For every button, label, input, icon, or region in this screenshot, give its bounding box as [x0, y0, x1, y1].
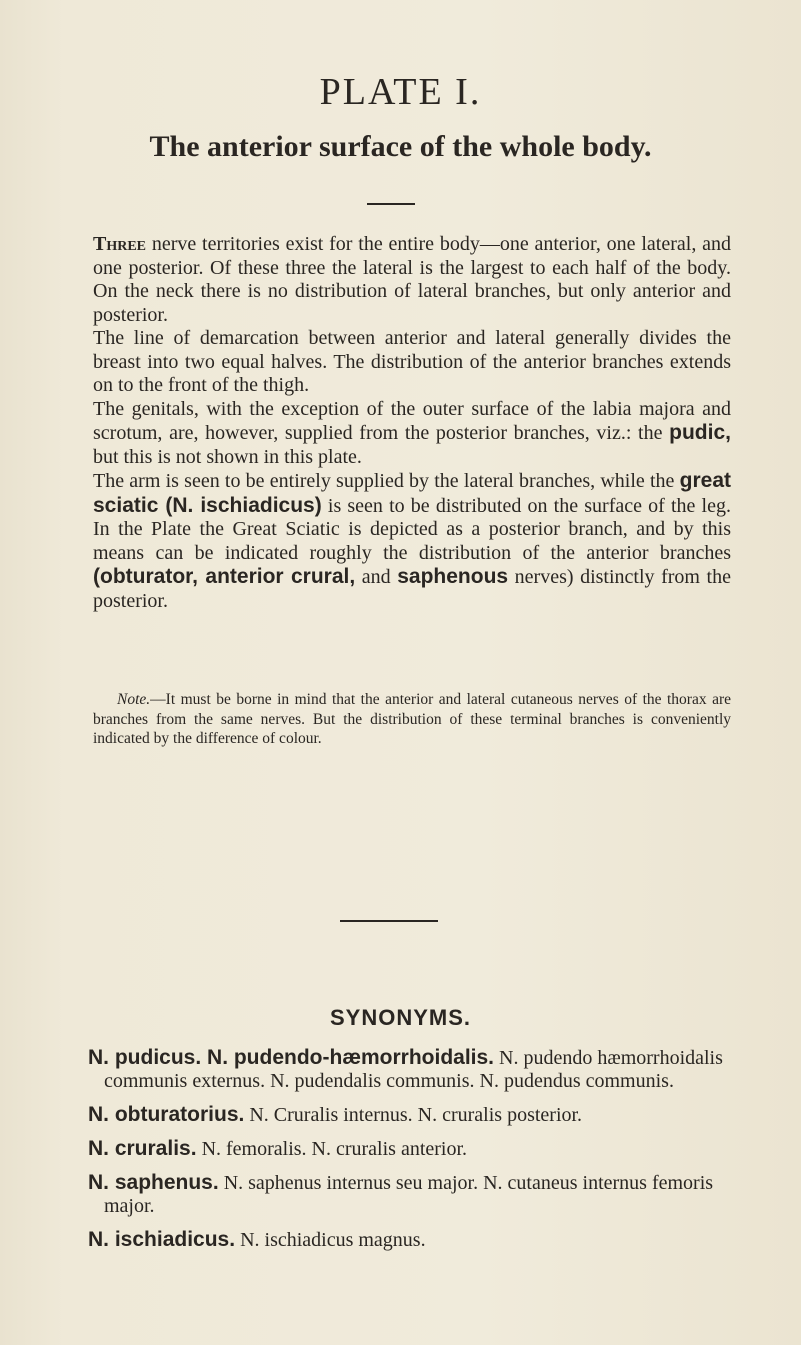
footnote — [93, 690, 731, 749]
paragraph-2 — [93, 327, 731, 398]
paragraph-text: is seen to be distributed on the surface of the leg. In the Plate the Great Sciatic is depicted as a posterior branch, and by this means can be indicated roughly the distribution of the anterior branches — [93, 494, 731, 564]
synonym-entry — [88, 1171, 738, 1218]
nerve-term: great sciatic (N. ischiadicus) — [93, 469, 731, 517]
synonym-entry — [88, 1046, 738, 1093]
synonym-head: N. obturatorius. — [88, 1103, 245, 1126]
plate-subtitle: The anterior surface of the whole body. — [149, 130, 652, 163]
paragraph-lead: Three — [93, 233, 147, 255]
synonym-text: N. saphenus internus seu major. N. cutaneus internus femoris major. — [104, 1172, 714, 1217]
main-text — [93, 233, 731, 613]
paragraph-text: but this is not shown in this plate. — [93, 445, 362, 468]
section-divider — [367, 203, 415, 205]
synonym-entry — [88, 1228, 738, 1252]
synonym-head: N. ischiadicus. — [88, 1228, 236, 1251]
synonym-head: N. cruralis. — [88, 1137, 197, 1160]
synonym-entry — [88, 1137, 738, 1161]
synonym-text: N. Cruralis internus. N. cruralis posterior. — [244, 1104, 583, 1126]
nerve-term: (obturator, anterior crural, — [93, 565, 356, 588]
paragraph-text: and — [355, 566, 398, 588]
synonym-head: N. pudicus. — [88, 1046, 202, 1069]
nerve-term: pudic, — [669, 421, 731, 444]
paragraph-3 — [93, 398, 731, 470]
synonym-text: N. femoralis. N. cruralis anterior. — [196, 1138, 468, 1160]
synonym-head: N. pudendo-hæmorrhoidalis. — [201, 1046, 495, 1069]
paragraph-text: nerves) distinctly from the posterior. — [93, 566, 731, 612]
synonym-text: N. ischiadicus magnus. — [235, 1229, 426, 1251]
paragraph-text: The genitals, with the exception of the outer surface of the labia majora and scrotum, are, however, supplied from the posterior branches, viz.: the — [93, 397, 731, 444]
paragraph-text: nerve territories exist for the entire body—one anterior, one lateral, and one posterior. Of these three the lateral is the largest to each half of the body. On the neck there is no distribution of lateral branches, but only anterior and posterior. — [93, 233, 731, 326]
synonyms-list — [88, 1046, 738, 1262]
synonym-head: N. saphenus. — [88, 1171, 219, 1194]
synonyms-heading: SYNONYMS. — [329, 1005, 472, 1030]
paragraph-text: The arm is seen to be entirely supplied by the lateral branches, while the — [93, 470, 680, 492]
nerve-term: saphenous — [397, 565, 509, 588]
synonym-entry — [88, 1103, 738, 1127]
note-text: —It must be borne in mind that the anterior and lateral cutaneous nerves of the thorax are branches from the same nerves. But the distribution of these terminal branches is conveniently indicated by the difference of colour. — [93, 691, 731, 747]
synonym-text: N. pudendo hæmorrhoidalis communis externus. N. pudendalis communis. N. pudendus communis. — [104, 1047, 723, 1092]
note-label: Note. — [117, 691, 151, 708]
paragraph-4 — [93, 469, 731, 613]
plate-title: PLATE I. — [319, 71, 482, 113]
paragraph-text: The line of demarcation between anterior and lateral generally divides the breast into two equal halves. The distribution of the anterior branches extends on to the front of the thigh. — [93, 327, 731, 396]
paragraph-1 — [93, 233, 731, 327]
section-divider — [340, 920, 438, 922]
